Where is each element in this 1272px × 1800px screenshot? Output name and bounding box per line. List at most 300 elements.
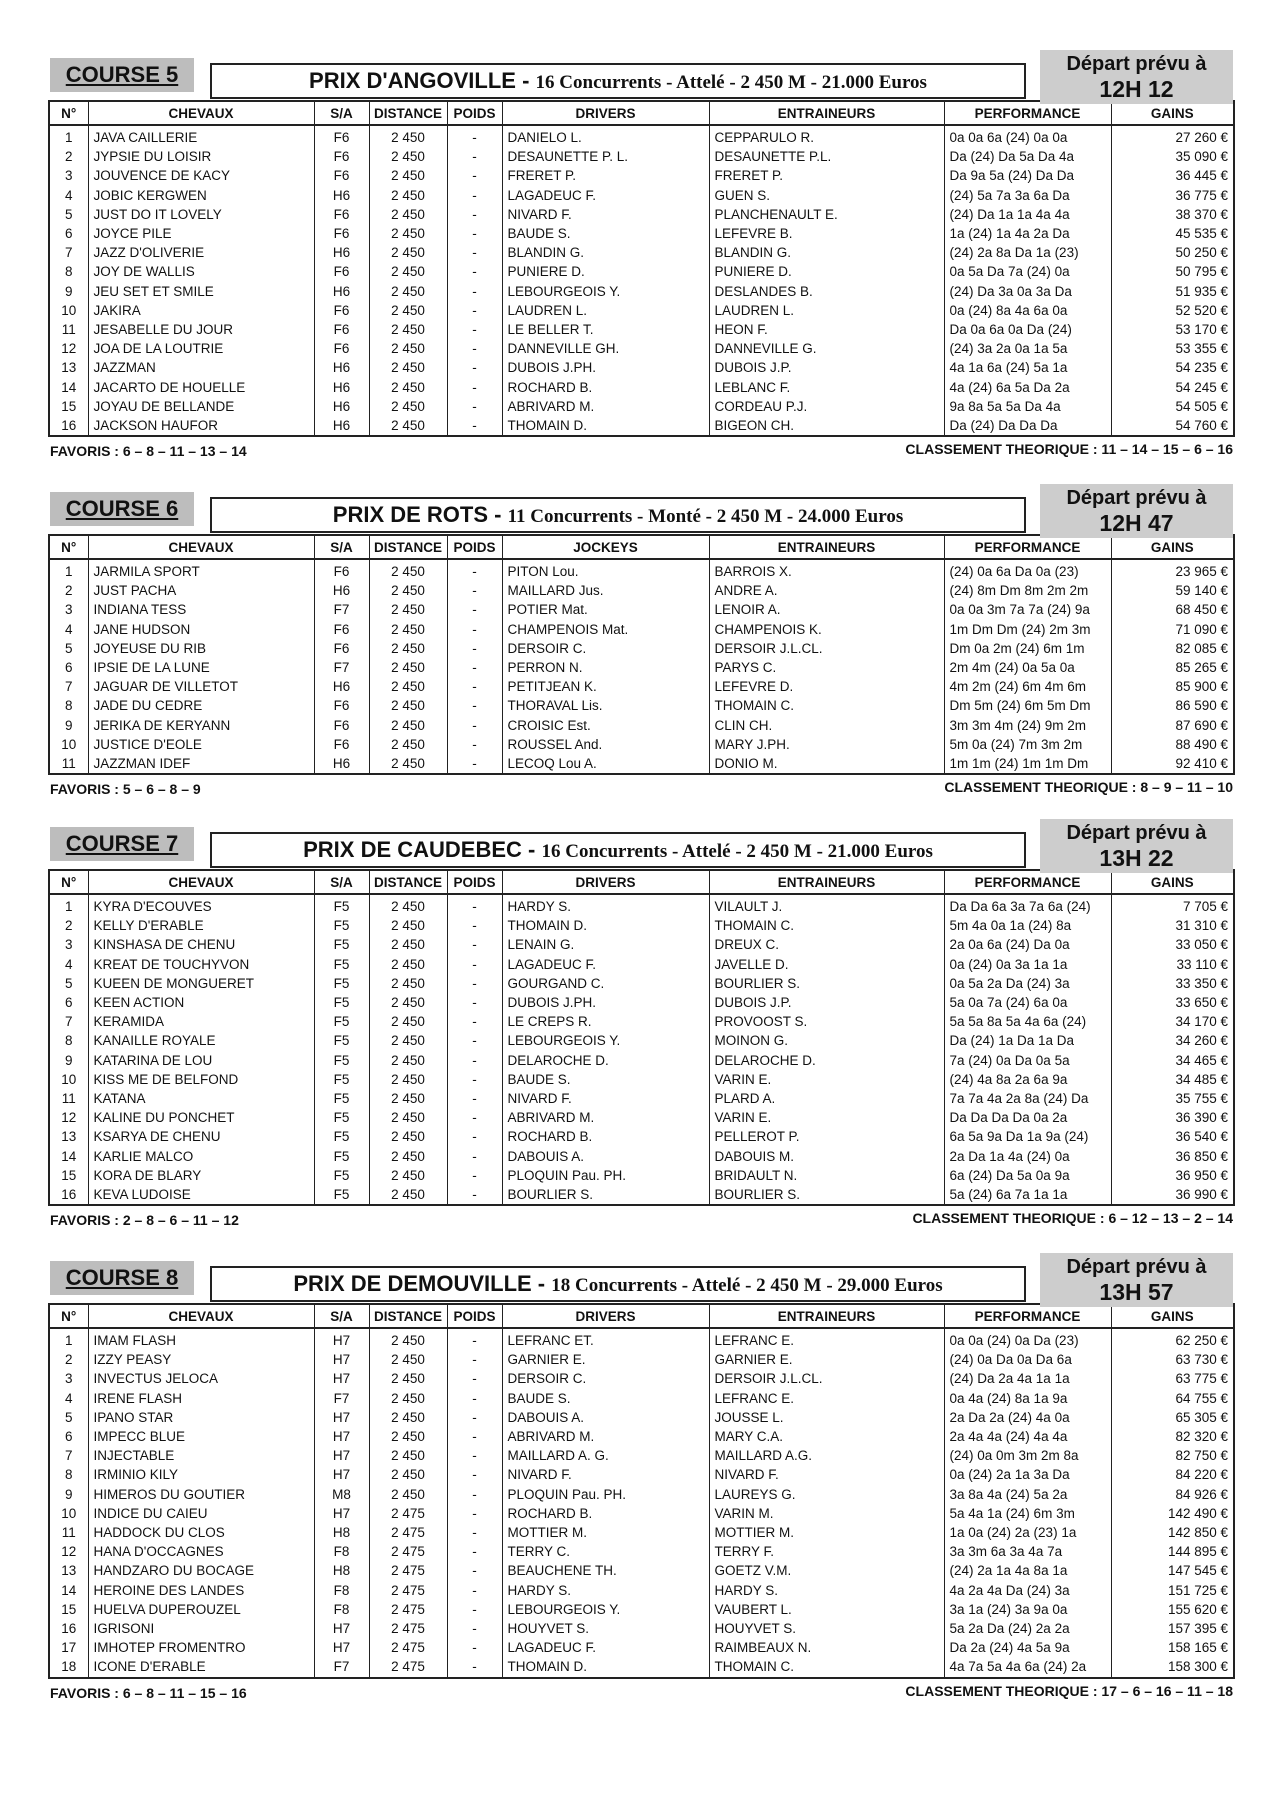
table-cell: - (447, 1166, 502, 1185)
table-cell: 38 370 € (1111, 205, 1234, 224)
table-cell: BAUDE S. (502, 1070, 709, 1089)
table-cell: JAVA CAILLERIE (88, 125, 314, 147)
table-cell: 6 (49, 224, 88, 243)
column-header: DISTANCE (369, 1304, 447, 1328)
table-cell: BEAUCHENE TH. (502, 1561, 709, 1580)
table-cell: F6 (314, 620, 369, 639)
table-cell: JERIKA DE KERYANN (88, 716, 314, 735)
table-cell: 2 450 (369, 1446, 447, 1465)
table-cell: INDIANA TESS (88, 600, 314, 619)
table-cell: HARDY S. (502, 894, 709, 916)
table-cell: - (447, 916, 502, 935)
table-cell: LEFRANC E. (709, 1328, 944, 1350)
table-cell: VARIN E. (709, 1070, 944, 1089)
table-cell: 2 450 (369, 1127, 447, 1146)
table-cell: 6 (49, 993, 88, 1012)
depart-label: Départ prévu à (1066, 487, 1207, 509)
table-cell: 7 (49, 243, 88, 262)
table-cell: HOUYVET S. (502, 1619, 709, 1638)
table-cell: - (447, 1408, 502, 1427)
table-row (49, 1051, 1234, 1070)
table-cell: F5 (314, 1185, 369, 1205)
table-cell: DELAROCHE D. (709, 1051, 944, 1070)
table-row (49, 658, 1234, 677)
table-row (49, 735, 1234, 754)
table-row (49, 620, 1234, 639)
course-header (48, 1253, 1233, 1303)
table-cell: 7 (49, 677, 88, 696)
table-cell: F5 (314, 1108, 369, 1127)
table-cell: 9a 8a 5a 5a Da 4a (944, 397, 1111, 416)
table-cell: CHAMPENOIS K. (709, 620, 944, 639)
table-cell: GOETZ V.M. (709, 1561, 944, 1580)
table-cell: IPSIE DE LA LUNE (88, 658, 314, 677)
table-row (49, 696, 1234, 715)
table-row (49, 397, 1234, 416)
table-cell: 11 (49, 1523, 88, 1542)
table-cell: 18 (49, 1657, 88, 1677)
table-row (49, 1127, 1234, 1146)
table-cell: Da 0a 6a 0a Da (24) (944, 320, 1111, 339)
table-cell: Dm 0a 2m (24) 6m 1m (944, 639, 1111, 658)
table-cell: 0a 4a (24) 8a 1a 9a (944, 1389, 1111, 1408)
table-row (49, 125, 1234, 147)
table-cell: CROISIC Est. (502, 716, 709, 735)
table-cell: 4 (49, 186, 88, 205)
course-header (48, 50, 1233, 100)
table-cell: H6 (314, 243, 369, 262)
table-cell: Da Da Da Da 0a 2a (944, 1108, 1111, 1127)
table-cell: Da (24) 1a Da 1a Da (944, 1031, 1111, 1050)
column-header: DRIVERS (502, 101, 709, 125)
table-cell: BOURLIER S. (709, 1185, 944, 1205)
table-cell: DESAUNETTE P. L. (502, 147, 709, 166)
column-header: N° (49, 1304, 88, 1328)
table-cell: H6 (314, 186, 369, 205)
table-cell: F6 (314, 147, 369, 166)
table-cell: H7 (314, 1504, 369, 1523)
table-cell: 59 140 € (1111, 581, 1234, 600)
table-cell: 2 450 (369, 1328, 447, 1350)
table-cell: F5 (314, 935, 369, 954)
table-cell: DELAROCHE D. (502, 1051, 709, 1070)
table-cell: JUST PACHA (88, 581, 314, 600)
table-cell: KELLY D'ERABLE (88, 916, 314, 935)
prix-info: 16 Concurrents - Attelé - 2 450 M - 21.000 Euros (541, 841, 933, 862)
table-cell: - (447, 1523, 502, 1542)
table-cell: 147 545 € (1111, 1561, 1234, 1580)
column-header: ENTRAINEURS (709, 535, 944, 559)
table-cell: 142 850 € (1111, 1523, 1234, 1542)
table-cell: 1a (24) 1a 4a 2a Da (944, 224, 1111, 243)
table-cell: (24) 2a 8a Da 1a (23) (944, 243, 1111, 262)
table-cell: 2 450 (369, 677, 447, 696)
table-cell: HIMEROS DU GOUTIER (88, 1485, 314, 1504)
table-cell: 144 895 € (1111, 1542, 1234, 1561)
table-cell: (24) 0a 0m 3m 2m 8a (944, 1446, 1111, 1465)
table-cell: KORA DE BLARY (88, 1166, 314, 1185)
table-cell: - (447, 639, 502, 658)
table-cell: - (447, 993, 502, 1012)
table-row (49, 147, 1234, 166)
table-cell: F6 (314, 320, 369, 339)
table-row (49, 1031, 1234, 1050)
table-cell: - (447, 1012, 502, 1031)
table-row (49, 955, 1234, 974)
depart-time: 12H 47 (1099, 510, 1174, 536)
table-row (49, 1427, 1234, 1446)
table-cell: DABOUIS A. (502, 1408, 709, 1427)
table-cell: DONIO M. (709, 754, 944, 774)
table-row (49, 1619, 1234, 1638)
table-cell: PARYS C. (709, 658, 944, 677)
table-cell: 34 465 € (1111, 1051, 1234, 1070)
table-row (49, 1012, 1234, 1031)
table-row (49, 1108, 1234, 1127)
prix-separator: - (488, 502, 508, 527)
column-header: CHEVAUX (88, 535, 314, 559)
table-cell: LEFEVRE B. (709, 224, 944, 243)
table-cell: - (447, 339, 502, 358)
table-cell: JAZZMAN IDEF (88, 754, 314, 774)
table-cell: - (447, 1581, 502, 1600)
depart-box (1040, 484, 1233, 538)
table-cell: 68 450 € (1111, 600, 1234, 619)
table-cell: H6 (314, 677, 369, 696)
classement-text: CLASSEMENT THEORIQUE : 6 – 12 – 13 – 2 – 14 (912, 1210, 1233, 1227)
table-row (49, 243, 1234, 262)
table-cell: 12 (49, 339, 88, 358)
table-cell: F7 (314, 600, 369, 619)
table-cell: 2 (49, 1350, 88, 1369)
table-row (49, 639, 1234, 658)
table-cell: HUELVA DUPEROUZEL (88, 1600, 314, 1619)
table-cell: THOMAIN C. (709, 696, 944, 715)
depart-label: Départ prévu à (1066, 822, 1207, 844)
table-cell: - (447, 600, 502, 619)
table-cell: 2 450 (369, 147, 447, 166)
table-cell: DABOUIS A. (502, 1147, 709, 1166)
table-cell: H7 (314, 1427, 369, 1446)
table-cell: IGRISONI (88, 1619, 314, 1638)
table-cell: - (447, 581, 502, 600)
table-cell: JOYAU DE BELLANDE (88, 397, 314, 416)
table-cell: H7 (314, 1446, 369, 1465)
table-cell: 16 (49, 416, 88, 436)
table-cell: GARNIER E. (709, 1350, 944, 1369)
table-cell: 3 (49, 935, 88, 954)
table-cell: H7 (314, 1638, 369, 1657)
table-cell: DUBOIS J.PH. (502, 358, 709, 377)
table-cell: 54 760 € (1111, 416, 1234, 436)
prix-title-box (210, 1266, 1026, 1302)
table-cell: JACKSON HAUFOR (88, 416, 314, 436)
table-cell: 2 450 (369, 1108, 447, 1127)
table-cell: 53 355 € (1111, 339, 1234, 358)
table-cell: PETITJEAN K. (502, 677, 709, 696)
table-cell: DUBOIS J.P. (709, 993, 944, 1012)
table-row (49, 600, 1234, 619)
table-cell: 9 (49, 1485, 88, 1504)
table-cell: GARNIER E. (502, 1350, 709, 1369)
table-header-row (49, 535, 1234, 559)
table-cell: 0a 0a 6a (24) 0a 0a (944, 125, 1111, 147)
table-cell: JOUVENCE DE KACY (88, 166, 314, 185)
course-footer (48, 1206, 1233, 1230)
table-cell: 151 725 € (1111, 1581, 1234, 1600)
table-row (49, 358, 1234, 377)
table-row (49, 1328, 1234, 1350)
table-cell: 6a 5a 9a Da 1a 9a (24) (944, 1127, 1111, 1146)
table-cell: 2 450 (369, 262, 447, 281)
table-cell: 5 (49, 639, 88, 658)
table-cell: JAZZMAN (88, 358, 314, 377)
table-cell: JAKIRA (88, 301, 314, 320)
table-cell: 2 450 (369, 916, 447, 935)
table-cell: 9 (49, 716, 88, 735)
table-cell: BLANDIN G. (502, 243, 709, 262)
table-cell: H6 (314, 282, 369, 301)
table-cell: - (447, 1051, 502, 1070)
table-cell: CHAMPENOIS Mat. (502, 620, 709, 639)
table-cell: DESAUNETTE P.L. (709, 147, 944, 166)
table-cell: MOINON G. (709, 1031, 944, 1050)
table-cell: IRENE FLASH (88, 1389, 314, 1408)
table-cell: 54 245 € (1111, 378, 1234, 397)
table-cell: MAILLARD Jus. (502, 581, 709, 600)
table-cell: MARY J.PH. (709, 735, 944, 754)
column-header: PERFORMANCE (944, 870, 1111, 894)
table-cell: 13 (49, 1561, 88, 1580)
table-cell: 4 (49, 955, 88, 974)
table-cell: PLANCHENAULT E. (709, 205, 944, 224)
table-cell: 54 235 € (1111, 358, 1234, 377)
table-cell: 12 (49, 1108, 88, 1127)
table-cell: LENAIN G. (502, 935, 709, 954)
table-cell: 50 250 € (1111, 243, 1234, 262)
table-cell: - (447, 894, 502, 916)
table-cell: 9 (49, 1051, 88, 1070)
table-cell: 158 165 € (1111, 1638, 1234, 1657)
table-cell: 2 (49, 147, 88, 166)
table-cell: DREUX C. (709, 935, 944, 954)
table-cell: 10 (49, 735, 88, 754)
table-cell: JUSTICE D'EOLE (88, 735, 314, 754)
table-cell: 4m 2m (24) 6m 4m 6m (944, 677, 1111, 696)
table-cell: BOURLIER S. (709, 974, 944, 993)
course-label: COURSE 7 (50, 827, 194, 861)
table-cell: 14 (49, 378, 88, 397)
table-cell: H6 (314, 581, 369, 600)
table-cell: JYPSIE DU LOISIR (88, 147, 314, 166)
table-cell: 2 450 (369, 166, 447, 185)
table-cell: - (447, 677, 502, 696)
column-header: S/A (314, 101, 369, 125)
table-cell: PROVOOST S. (709, 1012, 944, 1031)
table-cell: 6 (49, 1427, 88, 1446)
table-cell: 2 450 (369, 1465, 447, 1484)
table-row (49, 1465, 1234, 1484)
table-cell: F5 (314, 1127, 369, 1146)
table-cell: HOUYVET S. (709, 1619, 944, 1638)
runners-table (48, 1303, 1235, 1679)
table-cell: - (447, 1446, 502, 1465)
table-cell: 33 350 € (1111, 974, 1234, 993)
table-cell: THOMAIN D. (502, 416, 709, 436)
table-cell: H6 (314, 754, 369, 774)
table-cell: H7 (314, 1619, 369, 1638)
table-cell: 34 260 € (1111, 1031, 1234, 1050)
table-row (49, 1389, 1234, 1408)
table-cell: 54 505 € (1111, 397, 1234, 416)
table-cell: CORDEAU P.J. (709, 397, 944, 416)
table-row (49, 916, 1234, 935)
table-cell: F5 (314, 1031, 369, 1050)
table-cell: H6 (314, 397, 369, 416)
table-cell: VILAULT J. (709, 894, 944, 916)
table-cell: ABRIVARD M. (502, 1427, 709, 1446)
table-row (49, 993, 1234, 1012)
table-row (49, 1369, 1234, 1388)
table-cell: - (447, 147, 502, 166)
table-cell: H7 (314, 1408, 369, 1427)
table-cell: DERSOIR C. (502, 1369, 709, 1388)
prix-info: 18 Concurrents - Attelé - 2 450 M - 29.000 Euros (551, 1275, 943, 1296)
table-row (49, 1638, 1234, 1657)
table-cell: KATARINA DE LOU (88, 1051, 314, 1070)
table-cell: 84 926 € (1111, 1485, 1234, 1504)
table-cell: 87 690 € (1111, 716, 1234, 735)
table-cell: 2 450 (369, 282, 447, 301)
table-cell: F6 (314, 559, 369, 581)
table-cell: VARIN E. (709, 1108, 944, 1127)
table-cell: - (447, 1561, 502, 1580)
column-header: S/A (314, 535, 369, 559)
table-cell: 3 (49, 1369, 88, 1388)
table-cell: - (447, 125, 502, 147)
table-cell: 6a (24) Da 5a 0a 9a (944, 1166, 1111, 1185)
table-cell: 2 450 (369, 955, 447, 974)
table-cell: 36 540 € (1111, 1127, 1234, 1146)
table-cell: 2 450 (369, 974, 447, 993)
column-header: DRIVERS (502, 1304, 709, 1328)
table-cell: 65 305 € (1111, 1408, 1234, 1427)
table-cell: 1m 1m (24) 1m 1m Dm (944, 754, 1111, 774)
table-cell: 82 320 € (1111, 1427, 1234, 1446)
table-cell: 2 475 (369, 1619, 447, 1638)
table-cell: 2 450 (369, 1485, 447, 1504)
column-header: POIDS (447, 1304, 502, 1328)
table-cell: 2 450 (369, 224, 447, 243)
depart-box (1040, 819, 1233, 873)
table-cell: F6 (314, 716, 369, 735)
column-header: GAINS (1111, 870, 1234, 894)
column-header: POIDS (447, 101, 502, 125)
table-cell: - (447, 935, 502, 954)
course-label: COURSE 6 (50, 492, 194, 526)
table-cell: 3a 8a 4a (24) 5a 2a (944, 1485, 1111, 1504)
prix-title-box (210, 63, 1026, 99)
table-cell: 2 450 (369, 716, 447, 735)
table-cell: KISS ME DE BELFOND (88, 1070, 314, 1089)
table-cell: 34 485 € (1111, 1070, 1234, 1089)
table-cell: - (447, 301, 502, 320)
table-cell: 7 (49, 1446, 88, 1465)
table-cell: - (447, 1127, 502, 1146)
table-cell: 2 450 (369, 581, 447, 600)
table-cell: THOMAIN C. (709, 916, 944, 935)
table-cell: PLARD A. (709, 1089, 944, 1108)
table-cell: - (447, 1389, 502, 1408)
table-cell: 2 475 (369, 1561, 447, 1580)
table-cell: 84 220 € (1111, 1465, 1234, 1484)
table-cell: 53 170 € (1111, 320, 1234, 339)
table-cell: CEPPARULO R. (709, 125, 944, 147)
table-cell: KANAILLE ROYALE (88, 1031, 314, 1050)
table-cell: - (447, 1542, 502, 1561)
table-row (49, 301, 1234, 320)
prix-name: PRIX D'ANGOVILLE (309, 68, 516, 93)
table-cell: NIVARD F. (502, 205, 709, 224)
table-cell: (24) Da 1a 1a 4a 4a (944, 205, 1111, 224)
table-cell: 36 850 € (1111, 1147, 1234, 1166)
table-cell: - (447, 205, 502, 224)
prix-info: 11 Concurrents - Monté - 2 450 M - 24.000 Euros (507, 506, 904, 527)
table-cell: 157 395 € (1111, 1619, 1234, 1638)
depart-time: 13H 57 (1099, 1279, 1174, 1305)
table-cell: - (447, 1089, 502, 1108)
table-cell: - (447, 1147, 502, 1166)
table-cell: 2 450 (369, 1012, 447, 1031)
table-cell: GOURGAND C. (502, 974, 709, 993)
depart-box (1040, 50, 1233, 104)
table-cell: JESABELLE DU JOUR (88, 320, 314, 339)
table-cell: ROCHARD B. (502, 1127, 709, 1146)
table-cell: 17 (49, 1638, 88, 1657)
course-section (48, 50, 1233, 461)
table-cell: CLIN CH. (709, 716, 944, 735)
table-row (49, 754, 1234, 774)
prix-name: PRIX DE CAUDEBEC (303, 837, 522, 862)
table-cell: 2 475 (369, 1504, 447, 1523)
table-cell: 2 450 (369, 754, 447, 774)
table-row (49, 1147, 1234, 1166)
table-cell: VARIN M. (709, 1504, 944, 1523)
table-row (49, 559, 1234, 581)
table-cell: PUNIERE D. (502, 262, 709, 281)
classement-text: CLASSEMENT THEORIQUE : 17 – 6 – 16 – 11 – 18 (905, 1682, 1233, 1699)
table-cell: 12 (49, 1542, 88, 1561)
table-cell: Da Da 6a 3a 7a 6a (24) (944, 894, 1111, 916)
depart-time: 13H 22 (1099, 845, 1174, 871)
table-cell: 4a 1a 6a (24) 5a 1a (944, 358, 1111, 377)
column-header: S/A (314, 870, 369, 894)
table-cell: 15 (49, 397, 88, 416)
table-cell: 11 (49, 320, 88, 339)
favoris-text: FAVORIS : 6 – 8 – 11 – 15 – 16 (50, 1684, 247, 1701)
table-cell: 2a 0a 6a (24) Da 0a (944, 935, 1111, 954)
table-cell: 13 (49, 1127, 88, 1146)
table-cell: H6 (314, 416, 369, 436)
table-cell: IZZY PEASY (88, 1350, 314, 1369)
table-cell: 2 450 (369, 339, 447, 358)
table-cell: LEFEVRE D. (709, 677, 944, 696)
table-cell: PLOQUIN Pau. PH. (502, 1485, 709, 1504)
table-cell: 36 775 € (1111, 186, 1234, 205)
classement-text: CLASSEMENT THEORIQUE : 11 – 14 – 15 – 6 – 16 (905, 441, 1233, 458)
table-cell: - (447, 416, 502, 436)
table-cell: THOMAIN C. (709, 1657, 944, 1677)
